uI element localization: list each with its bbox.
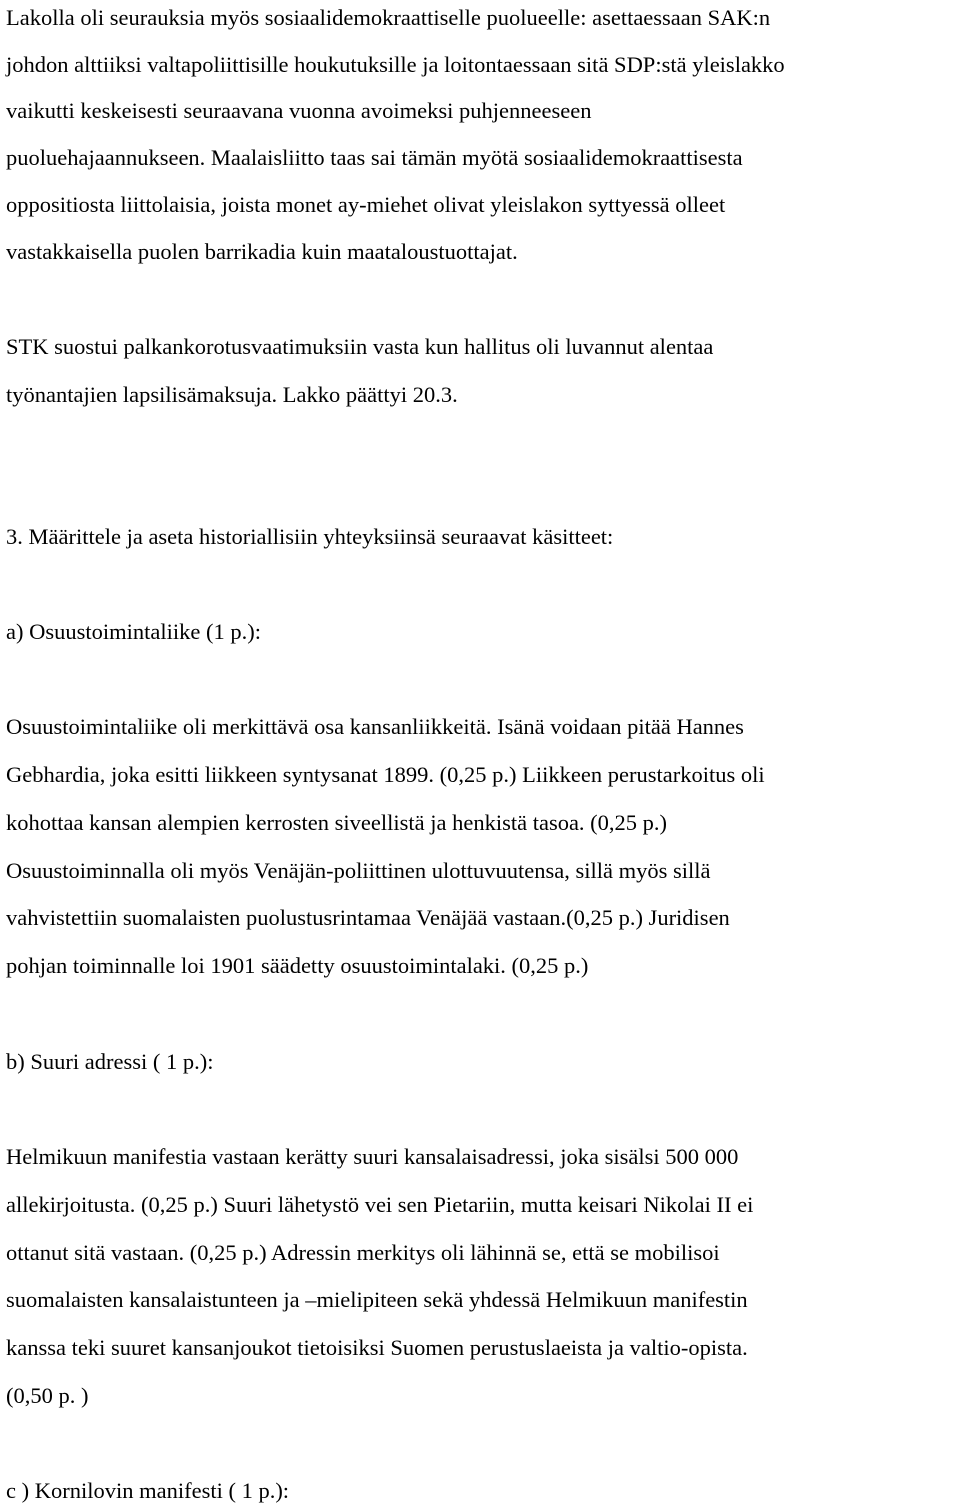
text-line: ottanut sitä vastaan. (0,25 p.) Adressin merkitys oli lähinnä se, että se mobilisoi — [6, 1240, 720, 1265]
text-line: vaikutti keskeisesti seuraavana vuonna avoimeksi puhjenneeseen — [6, 98, 592, 123]
text-line: allekirjoitusta. (0,25 p.) Suuri lähetystö vei sen Pietariin, mutta keisari Nikolai II ei — [6, 1192, 754, 1217]
text-line: STK suostui palkankorotusvaatimuksiin vasta kun hallitus oli luvannut alentaa — [6, 334, 714, 359]
question-3-heading: 3. Määrittele ja aseta historiallisiin yhteyksiinsä seuraavat käsitteet: — [6, 524, 614, 549]
item-c-heading: c ) Kornilovin manifesti ( 1 p.): — [6, 1478, 290, 1503]
text-line: Gebhardia, joka esitti liikkeen syntysanat 1899. (0,25 p.) Liikkeen perustarkoitus oli — [6, 762, 765, 787]
text-line: Osuustoimintaliike oli merkittävä osa kansanliikkeitä. Isänä voidaan pitää Hannes — [6, 714, 744, 739]
text-line: kohottaa kansan alempien kerrosten siveellistä ja henkistä tasoa. (0,25 p.) — [6, 810, 668, 835]
item-a-heading: a) Osuustoimintaliike (1 p.): — [6, 619, 261, 644]
text-line: Lakolla oli seurauksia myös sosiaalidemokraattiselle puolueelle: asettaessaan SAK:n — [6, 5, 771, 30]
text-line: vahvistettiin suomalaisten puolustusrintamaa Venäjää vastaan.(0,25 p.) Juridisen — [6, 905, 730, 930]
text-line: (0,50 p. ) — [6, 1383, 89, 1408]
text-line: vastakkaisella puolen barrikadia kuin maataloustuottajat. — [6, 239, 518, 264]
text-line: Helmikuun manifestia vastaan kerätty suuri kansalaisadressi, joka sisälsi 500 000 — [6, 1144, 739, 1169]
item-b-heading: b) Suuri adressi ( 1 p.): — [6, 1049, 214, 1074]
text-line: suomalaisten kansalaistunteen ja –mielipiteen sekä yhdessä Helmikuun manifestin — [6, 1287, 748, 1312]
text-line: työnantajien lapsilisämaksuja. Lakko päättyi 20.3. — [6, 382, 458, 407]
text-line: oppositiosta liittolaisia, joista monet ay-miehet olivat yleislakon syttyessä olleet — [6, 192, 726, 217]
text-line: pohjan toiminnalle loi 1901 säädetty osuustoimintalaki. (0,25 p.) — [6, 953, 589, 978]
text-line: johdon alttiiksi valtapoliittisille houkutuksille ja loitontaessaan sitä SDP:stä yleislakko — [6, 52, 785, 77]
text-line: Osuustoiminnalla oli myös Venäjän-poliittinen ulottuvuutensa, sillä myös sillä — [6, 858, 711, 883]
text-line: kanssa teki suuret kansanjoukot tietoisiksi Suomen perustuslaeista ja valtio-opista. — [6, 1335, 748, 1360]
text-line: puoluehajaannukseen. Maalaisliitto taas sai tämän myötä sosiaalidemokraattisesta — [6, 145, 743, 170]
